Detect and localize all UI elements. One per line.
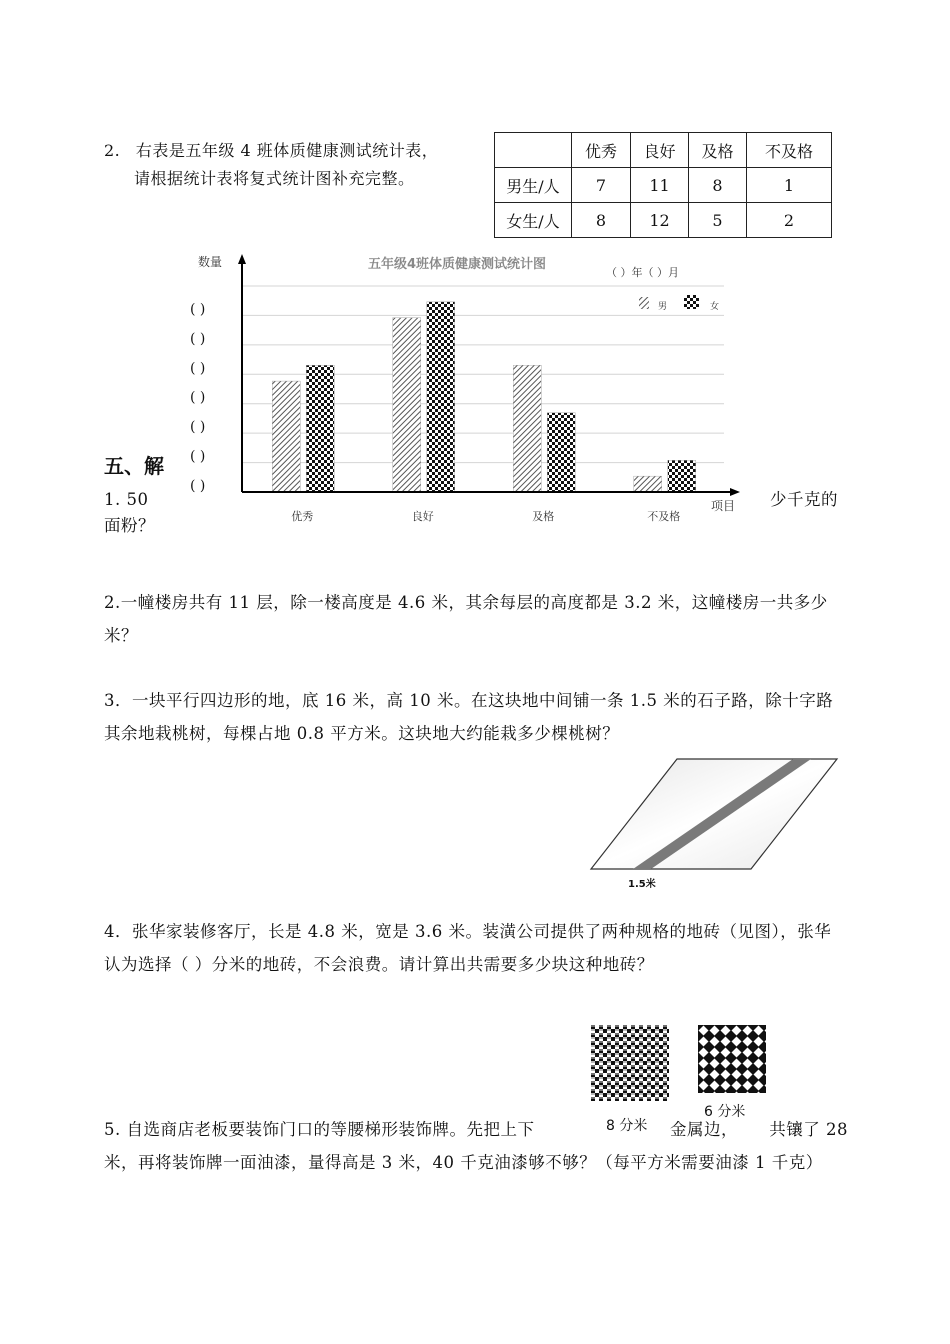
y-tick-label: ( ): [190, 330, 206, 347]
y-axis-label: 数量: [198, 255, 223, 269]
x-axis-label: 项目: [711, 499, 736, 513]
table-cell: 5: [689, 203, 747, 238]
bar-男-优秀: [272, 381, 300, 492]
bar-女-优秀: [306, 365, 334, 492]
table-cell: 7: [572, 168, 631, 203]
problem-5: [104, 1113, 848, 1179]
chart-date: （ ）年（ ）月: [606, 266, 679, 279]
y-tick-label: ( ): [190, 360, 206, 377]
problem-5-line1: [104, 1113, 848, 1146]
y-tick-label: ( ): [190, 389, 206, 406]
table-cell: 男生/人: [495, 168, 572, 203]
bar-女-及格: [547, 413, 575, 492]
tile-6dm: [698, 1025, 766, 1093]
table-cell: 12: [631, 203, 689, 238]
problem-5-text-b: 金属边，: [670, 1120, 738, 1139]
tile-8dm-label: 8 分米: [606, 1118, 648, 1134]
y-tick-label: ( ): [190, 301, 206, 318]
table-cell: 2: [747, 203, 832, 238]
problem-4: 4．张华家装修客厅，长是 4.8 米，宽是 3.6 米。装潢公司提供了两种规格的地砖（见图），张华认为选择（ ）分米的地砖，不会浪费。请计算出共需要多少块这种地砖？: [104, 922, 832, 974]
problem-5-text-a: 5. 自选商店老板要装饰门口的等腰梯形装饰牌。先把上下: [104, 1120, 535, 1139]
y-tick-label: ( ): [190, 419, 206, 436]
problem-2: 2.一幢楼房共有 11 层，除一楼高度是 4.6 米，其余每层的高度都是 3.2 米，这幢楼房一共多少米？: [104, 593, 828, 645]
legend-swatch-girls: [684, 295, 699, 309]
stat-table: [494, 132, 832, 238]
stat-question-line1: [104, 137, 484, 165]
table-row: [495, 168, 832, 203]
table-header-cell: 优秀: [572, 133, 631, 168]
stat-question-text2: 请根据统计表将复式统计图补充完整。: [134, 169, 415, 188]
parallelogram-figure: [585, 755, 845, 895]
x-tick-label: 及格: [532, 510, 555, 523]
table-cell: 11: [631, 168, 689, 203]
q1-line2: 面粉？: [104, 516, 155, 535]
table-row: [495, 203, 832, 238]
tile-8dm: [591, 1025, 669, 1101]
x-tick-label: 优秀: [291, 510, 314, 523]
table-header-row: [495, 133, 832, 168]
bar-女-不及格: [668, 460, 696, 492]
q1-prefix: 1. 50: [104, 490, 149, 509]
problem-5-text-c: 共镶了 28: [769, 1120, 848, 1139]
table-header-cell: 及格: [689, 133, 747, 168]
bar-女-良好: [427, 302, 455, 492]
bar-男-不及格: [634, 476, 662, 492]
section-title: 五、解: [104, 454, 164, 478]
chart-bars: [272, 302, 696, 492]
stat-question: [104, 137, 484, 193]
bar-男-良好: [393, 318, 421, 492]
table-cell: 8: [572, 203, 631, 238]
table-cell: 8: [689, 168, 747, 203]
path-width-label: 1.5米: [628, 879, 656, 890]
x-tick-labels: [291, 509, 680, 523]
problem-5-rest: 米，再将装饰牌一面油漆，量得高是 3 米，40 千克油漆够不够？（每平方米需要油漆 1 千克）: [104, 1153, 823, 1172]
table-header-cell: 不及格: [747, 133, 832, 168]
q1-suffix: 少千克的: [770, 490, 838, 509]
y-axis-arrow: [238, 254, 246, 264]
y-tick-label: ( ): [190, 478, 206, 494]
legend-swatch-boys: [639, 297, 649, 309]
y-tick-labels: [190, 301, 205, 494]
table-header-cell: [495, 133, 572, 168]
problem-3: 3．一块平行四边形的地，底 16 米，高 10 米。在这块地中间铺一条 1.5 米的石子路，除十字路其余地栽桃树，每棵占地 0.8 平方米。这块地大约能栽多少棵桃树？: [104, 691, 834, 743]
x-axis-arrow: [730, 488, 740, 496]
table-header-cell: 良好: [631, 133, 689, 168]
stat-question-number: 2.: [104, 141, 121, 160]
table-cell: 女生/人: [495, 203, 572, 238]
bar-chart: [168, 250, 768, 530]
stat-question-text1: 右表是五年级 4 班体质健康测试统计表，: [135, 141, 439, 160]
chart-title: 五年级4班体质健康测试统计图: [368, 257, 547, 272]
x-tick-label: 良好: [411, 510, 434, 523]
table-cell: 1: [747, 168, 832, 203]
tile-6dm-label: 6 分米: [704, 1104, 746, 1120]
legend-label-boys: 男: [658, 302, 668, 312]
x-tick-label: 不及格: [647, 510, 681, 523]
legend-label-girls: 女: [710, 302, 720, 312]
bar-男-及格: [513, 365, 541, 492]
y-tick-label: ( ): [190, 448, 206, 465]
